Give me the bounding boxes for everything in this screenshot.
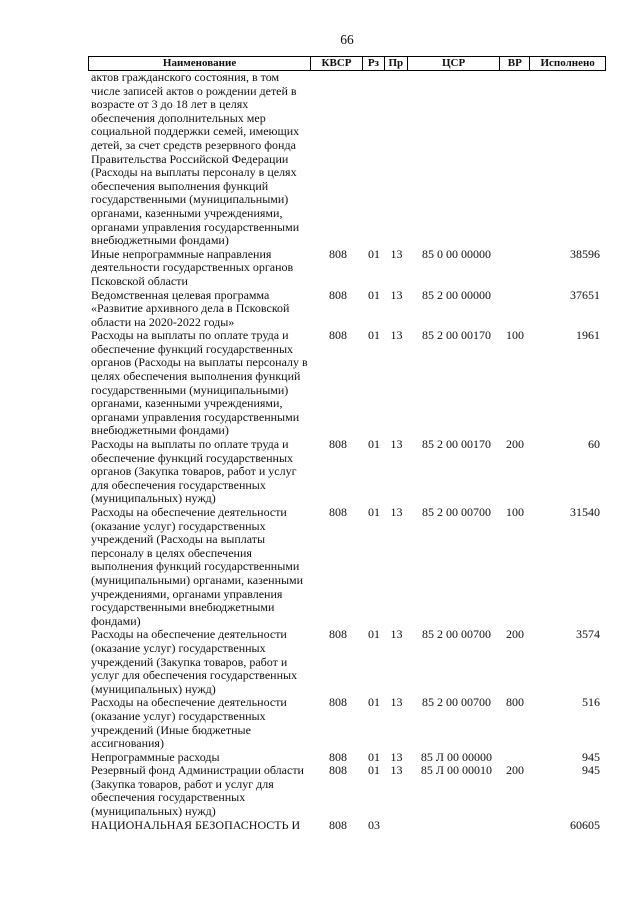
header-vr: ВР (499, 57, 529, 70)
cell-kvsr: 808 (329, 749, 347, 764)
cell-rz: 01 (368, 246, 380, 261)
cell-executed: 1961 (576, 328, 600, 343)
cell-rz: 01 (368, 328, 380, 343)
name-line: ассигнования) (91, 736, 164, 751)
name-line: учреждениями, органами управления (91, 586, 283, 601)
cell-csr: 85 2 00 00700 (422, 627, 491, 642)
cell-executed (530, 71, 606, 85)
cell-rz (362, 71, 384, 85)
cell-kvsr: 808 (329, 328, 347, 343)
cell-executed: 38596 (570, 246, 600, 261)
cell-kvsr: 808 (329, 817, 347, 832)
name-line: обеспечения выполнения функций (91, 178, 269, 193)
name-line: органов (Закупка товаров, работ и услуг (91, 464, 297, 479)
name-line: государственными внебюджетными (91, 600, 275, 615)
name-line: учреждений (Иные бюджетные (91, 722, 251, 737)
cell-pr: 13 (390, 328, 403, 343)
table-row (88, 506, 606, 628)
name-line: Псковской области (91, 273, 188, 288)
cell-name (88, 751, 310, 765)
name-line: возрасте от 3 до 18 лет в целях (91, 97, 249, 112)
name-line: (муниципальных) нужд) (91, 491, 216, 506)
cell-kvsr: 808 (329, 246, 347, 261)
cell-name (88, 506, 310, 628)
name-line: социальной поддержки семей, имеющих (91, 124, 300, 139)
cell-pr: 13 (390, 749, 403, 764)
table-row (88, 764, 606, 818)
table-row (88, 71, 606, 248)
name-line: государственными (муниципальными) (91, 192, 289, 207)
cell-pr: 13 (390, 695, 403, 710)
cell-kvsr: 808 (329, 627, 347, 642)
header-kvsr: КВСР (310, 57, 362, 70)
cell-csr: 85 2 00 00700 (422, 695, 491, 710)
name-line: (муниципальными) органами, казенными (91, 572, 304, 587)
table-row (88, 696, 606, 750)
name-line: числе записей актов о рождении детей в (91, 83, 297, 98)
name-line: внебюджетными фондами) (91, 423, 229, 438)
header-name: Наименование (162, 57, 237, 69)
name-line: персоналу в целях обеспечения (91, 545, 252, 560)
name-line: детей, за счет средств резервного фонда (91, 137, 296, 152)
name-line: (оказание услуг) государственных (91, 708, 266, 723)
name-line: органами, казенными учреждениями, (91, 396, 283, 411)
name-line: обеспечение функций государственных (91, 450, 294, 465)
table-row (88, 819, 606, 833)
cell-rz: 01 (368, 695, 380, 710)
cell-rz: 01 (368, 505, 380, 519)
table-row (88, 248, 606, 289)
header-rz: Рз (362, 57, 384, 70)
cell-pr: 13 (390, 437, 403, 452)
cell-pr: 13 (390, 763, 403, 778)
name-line: Резервный фонд Администрации области (91, 763, 304, 778)
name-line: обеспечения дополнительных мер (91, 110, 266, 125)
name-line: Расходы на обеспечение деятельности (91, 695, 287, 710)
cell-executed: 3574 (576, 627, 600, 642)
name-line: органов (Расходы на выплаты персоналу в (91, 355, 308, 370)
cell-executed: 31540 (570, 505, 600, 519)
cell-name (88, 289, 310, 330)
cell-executed: 945 (582, 763, 600, 778)
name-line: Иные непрограммные направления (91, 246, 272, 261)
name-line: органами, казенными учреждениями, (91, 205, 283, 220)
cell-pr: 13 (390, 505, 403, 519)
table-body (88, 71, 606, 832)
name-line: актов гражданского состояния, в том (91, 70, 280, 84)
name-line: деятельности государственных органов (91, 260, 294, 275)
name-line: (оказание услуг) государственных (91, 518, 266, 533)
name-line: Расходы на выплаты по оплате труда и (91, 328, 289, 343)
cell-name (88, 248, 310, 289)
cell-name (88, 71, 310, 248)
cell-rz: 01 (368, 437, 380, 452)
cell-vr: 100 (506, 505, 524, 519)
cell-rz: 01 (368, 763, 380, 778)
cell-rz: 03 (368, 817, 380, 832)
cell-rz: 01 (368, 749, 380, 764)
cell-name (88, 819, 310, 833)
name-line: обеспечение функций государственных (91, 341, 294, 356)
name-line: обеспечения государственных (91, 790, 246, 805)
cell-vr (500, 248, 530, 262)
cell-kvsr: 808 (329, 287, 347, 302)
cell-pr (384, 819, 407, 833)
name-line: (муниципальных) нужд) (91, 804, 216, 819)
name-line: Расходы на обеспечение деятельности (91, 505, 287, 519)
cell-vr (500, 751, 530, 765)
cell-name (88, 329, 310, 438)
name-line: органами управления государственными (91, 409, 300, 424)
name-line: Правительства Российской Федерации (91, 151, 289, 166)
name-line: органами управления государственными (91, 219, 300, 234)
name-line: (оказание услуг) государственных (91, 640, 266, 655)
table-row (88, 329, 606, 438)
cell-executed: 516 (582, 695, 600, 710)
name-line: внебюджетными фондами) (91, 233, 229, 248)
cell-csr: 85 Л 00 00000 (420, 749, 493, 764)
cell-name (88, 628, 310, 696)
page-number: 66 (340, 32, 354, 47)
cell-kvsr (310, 71, 362, 85)
cell-vr: 200 (506, 437, 524, 452)
name-line: государственными (муниципальными) (91, 382, 289, 397)
cell-csr (407, 71, 500, 85)
cell-kvsr: 808 (329, 695, 347, 710)
header-executed: Исполнено (529, 57, 605, 70)
cell-pr: 13 (390, 627, 403, 642)
name-line: услуг для обеспечения государственных (91, 668, 298, 683)
table-row (88, 438, 606, 506)
cell-csr: 85 2 00 00700 (422, 505, 491, 519)
table-header (88, 56, 606, 71)
cell-csr: 85 0 00 00000 (422, 246, 491, 261)
name-line: учреждений (Закупка товаров, работ и (91, 654, 288, 669)
cell-kvsr: 808 (329, 763, 347, 778)
table-row (88, 628, 606, 696)
header-pr: Пр (384, 57, 407, 70)
name-line: фондами) (91, 613, 141, 628)
cell-executed: 37651 (570, 287, 600, 302)
name-line: выполнения функций государственными (91, 559, 300, 574)
name-line: «Развитие архивного дела в Псковской (91, 301, 290, 316)
cell-vr (500, 289, 530, 303)
table-row (88, 289, 606, 330)
name-line: Расходы на обеспечение деятельности (91, 627, 287, 642)
cell-executed: 60605 (570, 817, 600, 832)
cell-rz: 01 (368, 627, 380, 642)
cell-pr: 13 (390, 246, 403, 261)
name-line: целях обеспечения выполнения функций (91, 369, 301, 384)
cell-csr (407, 819, 500, 833)
cell-vr (500, 819, 530, 833)
cell-name (88, 696, 310, 750)
cell-csr: 85 2 00 00000 (422, 287, 491, 302)
cell-executed: 945 (582, 749, 600, 764)
table-row (88, 751, 606, 765)
cell-kvsr: 808 (329, 437, 347, 452)
name-line: Ведомственная целевая программа (91, 287, 270, 302)
name-line: (Расходы на выплаты персоналу в целях (91, 165, 297, 180)
cell-vr: 100 (506, 328, 524, 343)
cell-vr: 200 (506, 763, 524, 778)
name-line: НАЦИОНАЛЬНАЯ БЕЗОПАСНОСТЬ И (91, 817, 301, 832)
cell-vr: 800 (506, 695, 524, 710)
cell-rz: 01 (368, 287, 380, 302)
cell-pr (384, 71, 407, 85)
name-line: учреждений (Расходы на выплаты (91, 532, 266, 547)
header-csr: ЦСР (407, 57, 500, 70)
cell-name (88, 438, 310, 506)
cell-kvsr: 808 (329, 505, 347, 519)
cell-vr (500, 71, 530, 85)
name-line: Расходы на выплаты по оплате труда и (91, 437, 289, 452)
name-line: (муниципальных) нужд) (91, 681, 216, 696)
cell-executed: 60 (588, 437, 600, 452)
cell-name (88, 764, 310, 818)
name-line: области на 2020-2022 годы» (91, 314, 235, 329)
name-line: для обеспечения государственных (91, 477, 266, 492)
name-line: (Закупка товаров, работ и услуг для (91, 776, 274, 791)
cell-vr: 200 (506, 627, 524, 642)
cell-csr: 85 Л 00 00010 (420, 763, 493, 778)
cell-pr: 13 (390, 287, 403, 302)
name-line: Непрограммные расходы (91, 749, 220, 764)
cell-csr: 85 2 00 00170 (422, 328, 491, 343)
cell-csr: 85 2 00 00170 (422, 437, 491, 452)
